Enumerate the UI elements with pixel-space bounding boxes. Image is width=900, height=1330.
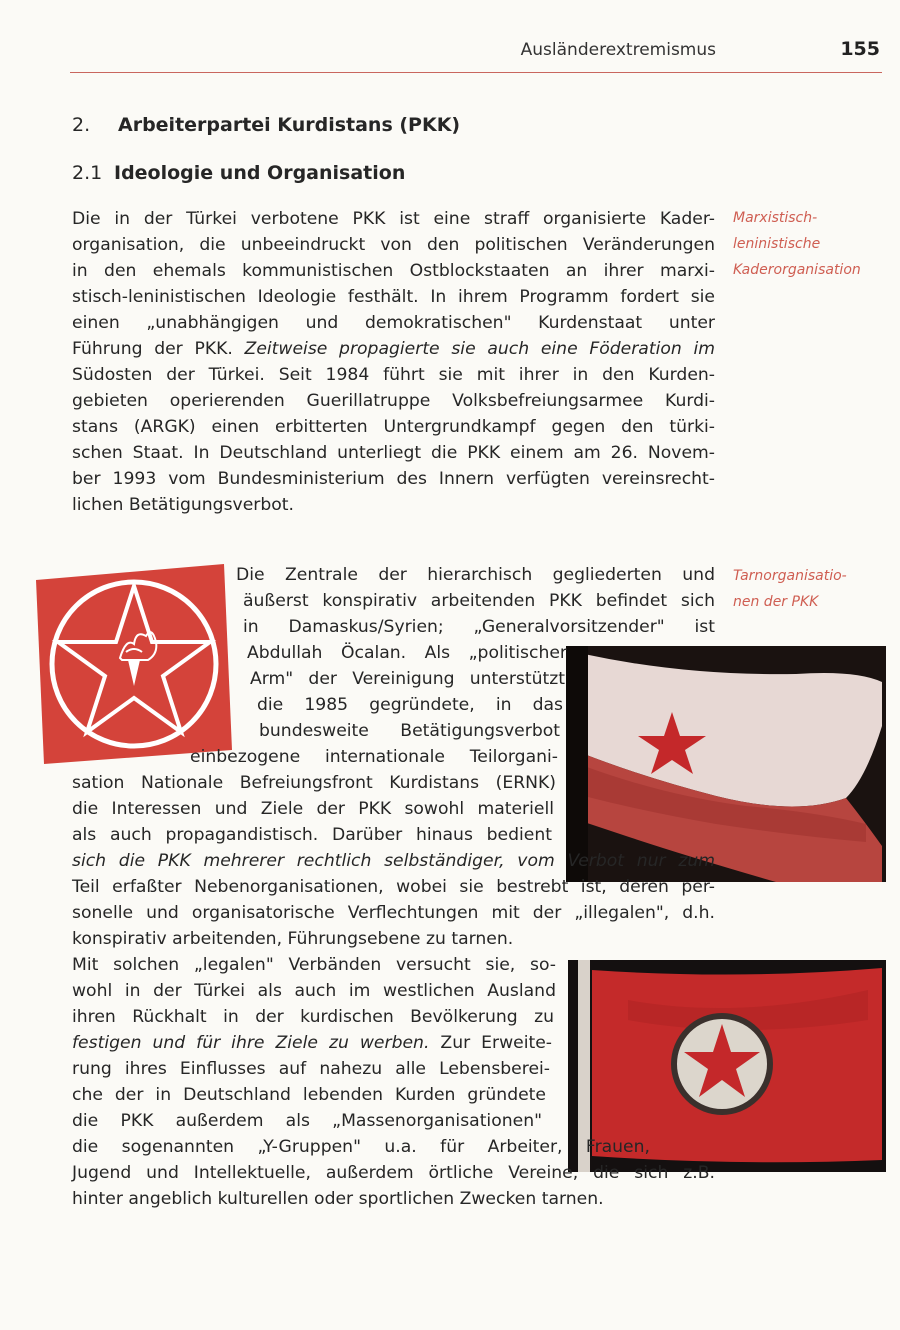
text-line: Mit solchen „legalen" Verbänden versucht sie, so- — [72, 955, 556, 975]
text-line: einen „unabhängigen und demokratischen" Kurdenstaat unter — [72, 313, 715, 333]
text-line: die PKK außerdem als „Massenorganisationen" — [72, 1111, 542, 1131]
text-line: die sogenannten „Y-Gruppen" u.a. für Arbeiter, Frauen, — [72, 1137, 650, 1157]
text-line: che der in Deutschland lebenden Kurden gründete — [72, 1085, 546, 1105]
emblem-star-torch-image — [30, 560, 238, 768]
text-line: Arm" der Vereinigung unterstützt — [250, 669, 565, 689]
margin-note-line: Marxistisch- — [733, 210, 818, 226]
text-line: wohl in der Türkei als auch im westlichen Ausland — [72, 981, 556, 1001]
text-line: Abdullah Öcalan. Als „politischer — [247, 643, 567, 663]
text-line: sonelle und organisatorische Verflechtungen mit der „illegalen", d.h. — [72, 903, 715, 923]
text-line: stisch-leninistischen Ideologie festhält. In ihrem Programm fordert sie — [72, 287, 715, 307]
text-line: rung ihres Einflusses auf nahezu alle Lebensberei- — [72, 1059, 550, 1079]
text-line: Südosten der Türkei. Seit 1984 führt sie mit ihrer in den Kurden- — [72, 365, 715, 385]
waving-flag-photo — [566, 646, 886, 882]
page-number: 155 — [840, 38, 880, 60]
margin-note-line: Kaderorganisation — [733, 262, 861, 278]
text-line: bundesweite Betätigungsverbot — [259, 721, 560, 741]
text-line: Führung der PKK. Zeitweise propagierte sie auch eine Föderation im — [72, 339, 715, 359]
section-number: 2. — [72, 114, 91, 136]
text-line: lichen Betätigungsverbot. — [72, 495, 294, 515]
text-line: organisation, die unbeeindruckt von den politischen Veränderungen — [72, 235, 715, 255]
text-line: stans (ARGK) einen erbitterten Untergrundkampf gegen den türki- — [72, 417, 715, 437]
text-line: hinter angeblich kulturellen oder sportlichen Zwecken tarnen. — [72, 1189, 604, 1209]
text-line: in den ehemals kommunistischen Ostblockstaaten an ihrer marxi- — [72, 261, 715, 281]
text-line: konspirativ arbeitenden, Führungsebene zu tarnen. — [72, 929, 514, 949]
text-line: einbezogene internationale Teilorgani- — [190, 747, 558, 767]
header-divider — [70, 72, 882, 73]
text-line: als auch propagandistisch. Darüber hinaus bedient — [72, 825, 552, 845]
text-line: äußerst konspirativ arbeitenden PKK befindet sich — [243, 591, 715, 611]
running-header-title: Ausländerextremismus — [520, 40, 716, 60]
margin-note-line: Tarnorganisatio- — [733, 568, 847, 584]
text-line: Die Zentrale der hierarchisch gegliederten und — [236, 565, 715, 585]
text-line: schen Staat. In Deutschland unterliegt die PKK einem am 26. Novem- — [72, 443, 715, 463]
subsection-title: Ideologie und Organisation — [114, 162, 406, 184]
text-line: in Damaskus/Syrien; „Generalvorsitzender" ist — [243, 617, 715, 637]
margin-note-line: nen der PKK — [733, 594, 819, 610]
text-line: sation Nationale Befreiungsfront Kurdistans (ERNK) — [72, 773, 556, 793]
text-line: gebieten operierenden Guerillatruppe Volksbefreiungsarmee Kurdi- — [72, 391, 715, 411]
text-line: sich die PKK mehrerer rechtlich selbständiger, vom Verbot nur zum — [72, 851, 715, 871]
subsection-heading — [72, 162, 405, 184]
section-title: Arbeiterpartei Kurdistans (PKK) — [118, 114, 461, 136]
text-line: festigen und für ihre Ziele zu werben. Zur Erweite- — [72, 1033, 553, 1053]
section-heading — [72, 114, 460, 136]
text-line: Die in der Türkei verbotene PKK ist eine straff organisierte Kader- — [72, 209, 715, 229]
text-line: Teil erfaßter Nebenorganisationen, wobei sie bestrebt ist, deren per- — [72, 877, 715, 897]
margin-note-line: leninistische — [733, 236, 821, 252]
text-line: die Interessen und Ziele der PKK sowohl materiell — [72, 799, 554, 819]
text-line: die 1985 gegründete, in das — [257, 695, 563, 715]
text-line: ihren Rückhalt in der kurdischen Bevölkerung zu — [72, 1007, 554, 1027]
subsection-number: 2.1 — [72, 162, 103, 184]
text-line: ber 1993 vom Bundesministerium des Innern verfügten vereinsrecht- — [72, 469, 715, 489]
text-line: Jugend und Intellektuelle, außerdem örtliche Vereine, die sich z.B. — [72, 1163, 715, 1183]
